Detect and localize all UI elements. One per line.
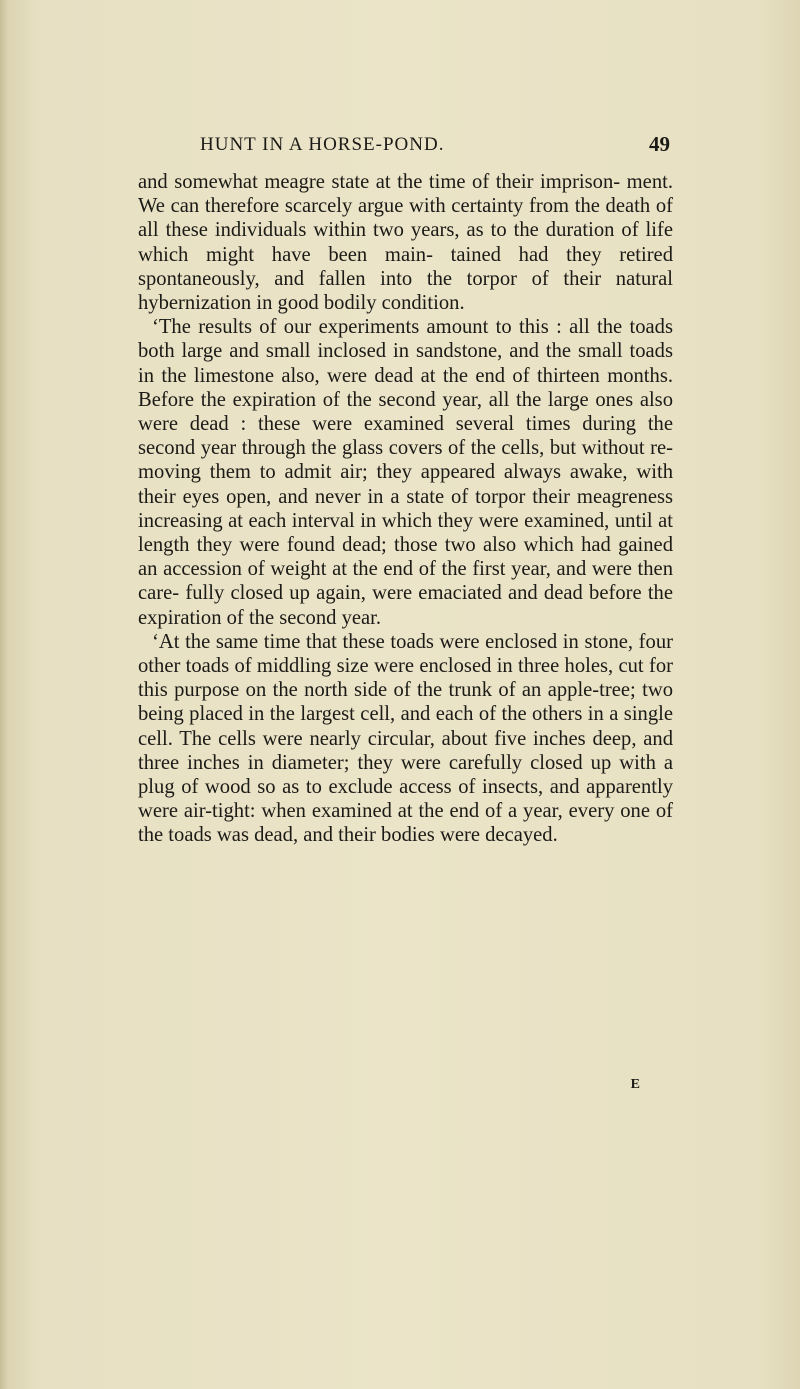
body-text <box>138 170 673 848</box>
signature-mark: E <box>630 1077 640 1092</box>
paragraph-2: ‘The results of our experiments amount to this : all the toads both large and small inclosed in sandstone, and the small toads in the limestone also, were dead at the end of thirteen months. Before the expiration of the second year, all the large ones also were dead : these were examined several times during the second year through the glass covers of the cells, but without re- moving them to admit air; they appeared always awake, with their eyes open, and never in a state of torpor their meagreness increasing at each interval in which they were examined, until at length they were found dead; those two also which had gained an accession of weight at the end of the first year, and were then care- fully closed up again, were emaciated and dead before the expiration of the second year. <box>138 316 673 629</box>
paragraph-3: ‘At the same time that these toads were enclosed in stone, four other toads of middling size were enclosed in three holes, cut for this purpose on the north side of the trunk of an apple-tree; two being placed in the largest cell, and each of the others in a single cell. The cells were nearly circular, about five inches deep, and three inches in diameter; they were carefully closed up with a plug of wood so as to exclude access of insects, and apparently were air-tight: when examined at the end of a year, every one of the toads was dead, and their bodies were decayed. <box>138 630 673 847</box>
paragraph-1: and somewhat meagre state at the time of their imprison- ment. We can therefore scarcely argue with certainty from the death of all these individuals within two years, as to the duration of life which might have been main- tained had they retired spontaneously, and fallen into the torpor of their natural hybernization in good bodily condition. <box>138 171 673 315</box>
page-gutter-shadow <box>0 0 8 1389</box>
running-title: HUNT IN A HORSE-POND. <box>200 134 445 155</box>
page-number: 49 <box>649 132 670 156</box>
